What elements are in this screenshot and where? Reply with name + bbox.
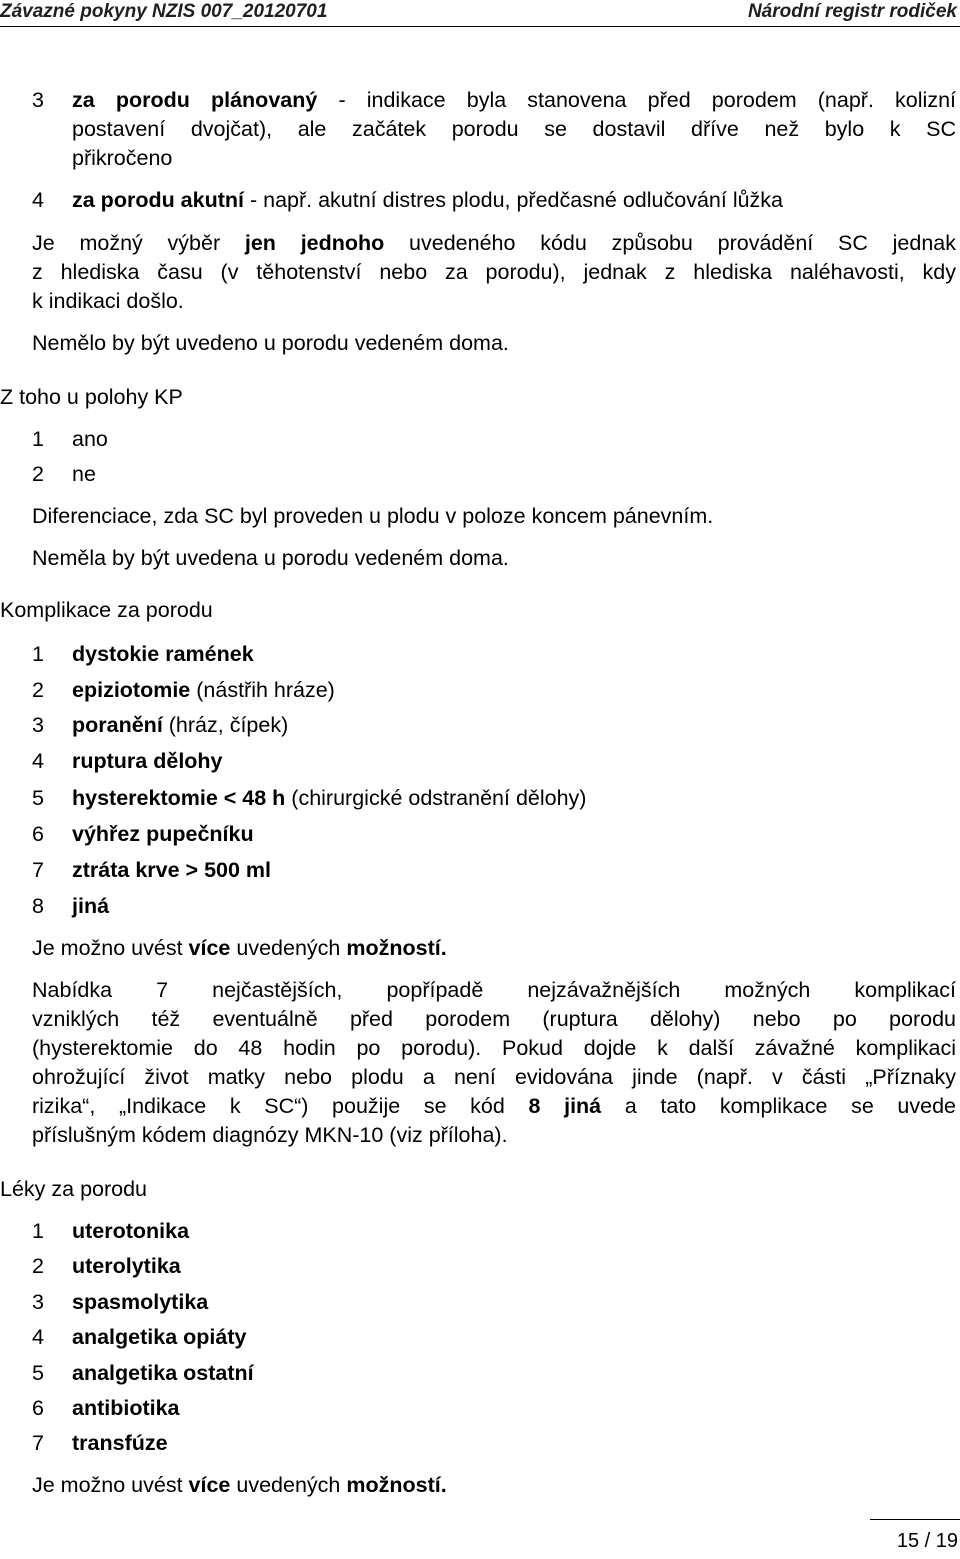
sc-note-home-birth: Nemělo by být uvedeno u porodu vedeném doma. — [32, 331, 509, 355]
kp-note-2: Neměla by být uvedena u porodu vedeném doma. — [32, 546, 509, 570]
leky-item-6: 6 antibiotika — [32, 1396, 180, 1420]
komplikace-item-7: 7 ztráta krve > 500 ml — [32, 858, 272, 882]
leky-multi-note: Je možno uvést více uvedených možností. — [32, 1473, 447, 1497]
item-3-line-3: přikročeno — [72, 146, 173, 170]
leky-item-7: 7 transfúze — [32, 1431, 168, 1455]
leky-item-1: 1 uterotonika — [32, 1219, 190, 1243]
kp-heading: Z toho u polohy KP — [0, 385, 183, 409]
komplikace-para-line-1: Nabídka 7 nejčastějších, popřípadě nejzávažnějších možných komplikací — [32, 978, 956, 1002]
komplikace-para-line-5: rizika“, „Indikace k SC“) použije se kód 8 jiná a tato komplikace se uvede — [32, 1094, 957, 1118]
header-document-title: Závazné pokyny NZIS 007_20120701 — [0, 1, 328, 22]
item-3-number: 3 — [32, 88, 44, 112]
leky-item-4: 4 analgetika opiáty — [32, 1325, 247, 1349]
kp-item-2: 2 ne — [32, 462, 96, 486]
header-registry-name: Národní registr rodiček — [747, 1, 957, 22]
leky-heading: Léky za porodu — [0, 1177, 148, 1201]
sc-note-line-2: z hlediska času (v těhotenství nebo za porodu), jednak z hlediska naléhavosti, kdy — [32, 260, 956, 284]
item-3-bold: za porodu plánovaný — [72, 88, 318, 112]
item-3-text — [72, 86, 956, 173]
komplikace-heading: Komplikace za porodu — [0, 598, 213, 622]
leky-item-3: 3 spasmolytika — [32, 1290, 209, 1314]
komplikace-para-line-2: vzniklých též eventuálně před porodem (ruptura dělohy) nebo po porodu — [32, 1007, 956, 1031]
komplikace-item-4: 4 ruptura dělohy — [32, 749, 223, 773]
komplikace-item-3: 3 poranění (hráz, čípek) — [32, 713, 289, 737]
sc-note-line-3: k indikaci došlo. — [32, 289, 184, 313]
leky-item-5: 5 analgetika ostatní — [32, 1361, 254, 1385]
komplikace-item-2: 2 epiziotomie (nástřih hráze) — [32, 678, 335, 702]
page-number: 15 / 19 — [896, 1530, 958, 1552]
komplikace-para-line-6: příslušným kódem diagnózy MKN-10 (viz příloha). — [32, 1123, 508, 1147]
komplikace-item-5: 5 hysterektomie < 48 h (chirurgické odstranění dělohy) — [32, 786, 587, 810]
leky-item-2: 2 uterolytika — [32, 1254, 181, 1278]
komplikace-multi-note: Je možno uvést více uvedených možností. — [32, 936, 447, 960]
item-3-line-2: postavení dvojčat), ale začátek porodu se dostavil dříve než bylo k SC — [72, 117, 956, 141]
komplikace-item-1: 1 dystokie ramének — [32, 642, 254, 666]
sc-note-paragraph — [32, 229, 956, 316]
page-header — [0, 0, 960, 27]
kp-note-1: Diferenciace, zda SC byl proveden u plodu v poloze koncem pánevním. — [32, 504, 714, 528]
item-3-line-1: za porodu plánovaný - indikace byla stanovena před porodem (např. kolizní — [72, 88, 956, 112]
komplikace-item-8: 8 jiná — [32, 894, 110, 918]
komplikace-paragraph — [32, 976, 956, 1150]
komplikace-item-6: 6 výhřez pupečníku — [32, 822, 254, 846]
komplikace-para-line-3: (hysterektomie do 48 hodin po porodu). Pokud dojde k další závažné komplikaci — [32, 1036, 956, 1060]
item-4: 4 za porodu akutní - např. akutní distres plodu, předčasné odlučování lůžka — [32, 188, 784, 212]
page-footer — [870, 1519, 960, 1552]
sc-note-line-1: Je možný výběr jen jednoho uvedeného kódu způsobu provádění SC jednak — [32, 231, 956, 255]
komplikace-para-line-4: ohrožující život matky nebo plodu a není evidována jinde (např. v části „Příznaky — [32, 1065, 956, 1089]
kp-item-1: 1 ano — [32, 427, 108, 451]
